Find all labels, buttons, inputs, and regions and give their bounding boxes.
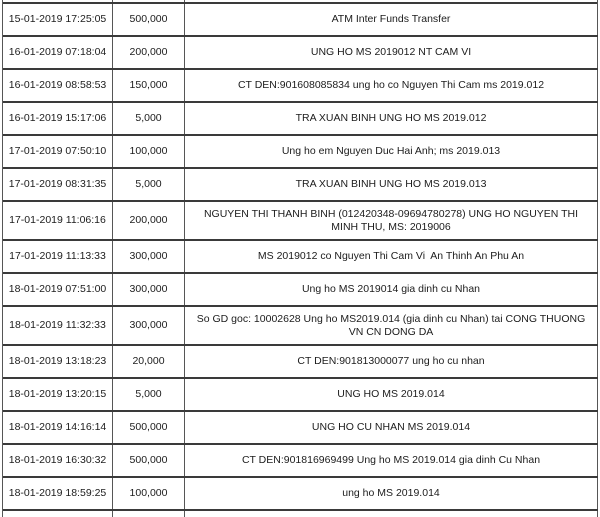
transaction-amount-cell: 5,000: [113, 379, 185, 410]
partial-datetime-cell: [3, 511, 113, 517]
transaction-description-cell: TRA XUAN BINH UNG HO MS 2019.012: [185, 103, 598, 134]
transaction-description-cell: So GD goc: 10002628 Ung ho MS2019.014 (gia dinh cu Nhan) tai CONG THUONG VN CN DONG DA: [185, 307, 598, 344]
transaction-datetime-cell: 15-01-2019 17:25:05: [3, 4, 113, 35]
transaction-description-cell: Ung ho MS 2019014 gia dinh cu Nhan: [185, 274, 598, 305]
transaction-datetime-cell: 18-01-2019 18:59:25: [3, 478, 113, 509]
transaction-datetime-cell: 16-01-2019 07:18:04: [3, 37, 113, 68]
transaction-row: [3, 37, 598, 70]
transaction-datetime-cell: 18-01-2019 13:20:15: [3, 379, 113, 410]
transaction-amount-cell: 300,000: [113, 307, 185, 344]
transaction-description-cell: TRA XUAN BINH UNG HO MS 2019.013: [185, 169, 598, 200]
transaction-datetime-cell: 17-01-2019 08:31:35: [3, 169, 113, 200]
transaction-amount-cell: 500,000: [113, 445, 185, 476]
transaction-row: [3, 103, 598, 136]
transaction-row: [3, 202, 598, 241]
transaction-row: [3, 379, 598, 412]
transaction-amount-cell: 100,000: [113, 478, 185, 509]
transaction-amount-cell: 300,000: [113, 274, 185, 305]
transaction-row: [3, 70, 598, 103]
partial-amount-cell: [113, 0, 185, 2]
partial-amount-cell: [113, 511, 185, 517]
transaction-datetime-cell: 18-01-2019 13:18:23: [3, 346, 113, 377]
transaction-row: [3, 136, 598, 169]
transaction-row: [3, 241, 598, 274]
transaction-row: [3, 274, 598, 307]
transaction-datetime-cell: 18-01-2019 07:51:00: [3, 274, 113, 305]
transactions-table: [2, 0, 598, 517]
partial-description-cell: [185, 511, 598, 517]
partial-datetime-cell: [3, 0, 113, 2]
transaction-datetime-cell: 18-01-2019 16:30:32: [3, 445, 113, 476]
transaction-description-cell: ung ho MS 2019.014: [185, 478, 598, 509]
transaction-row: [3, 478, 598, 511]
transaction-row: [3, 346, 598, 379]
transaction-amount-cell: 5,000: [113, 169, 185, 200]
transaction-amount-cell: 500,000: [113, 4, 185, 35]
transaction-amount-cell: 200,000: [113, 202, 185, 239]
transaction-description-cell: UNG HO MS 2019.014: [185, 379, 598, 410]
transaction-amount-cell: 150,000: [113, 70, 185, 101]
transaction-amount-cell: 300,000: [113, 241, 185, 272]
transaction-description-cell: ATM Inter Funds Transfer: [185, 4, 598, 35]
transaction-row: [3, 307, 598, 346]
transaction-amount-cell: 500,000: [113, 412, 185, 443]
transaction-description-cell: Ung ho em Nguyen Duc Hai Anh; ms 2019.013: [185, 136, 598, 167]
transaction-row: [3, 4, 598, 37]
transaction-amount-cell: 20,000: [113, 346, 185, 377]
transaction-row: [3, 412, 598, 445]
transaction-datetime-cell: 18-01-2019 14:16:14: [3, 412, 113, 443]
transaction-datetime-cell: 17-01-2019 11:13:33: [3, 241, 113, 272]
transaction-row: [3, 445, 598, 478]
transaction-description-cell: CT DEN:901813000077 ung ho cu nhan: [185, 346, 598, 377]
transaction-datetime-cell: 16-01-2019 15:17:06: [3, 103, 113, 134]
transaction-datetime-cell: 17-01-2019 07:50:10: [3, 136, 113, 167]
transaction-row: [3, 169, 598, 202]
partial-row-bottom: [3, 511, 598, 517]
transaction-description-cell: NGUYEN THI THANH BINH (012420348-09694780278) UNG HO NGUYEN THI MINH THU, MS: 2019006: [185, 202, 598, 239]
transaction-description-cell: CT DEN:901608085834 ung ho co Nguyen Thi Cam ms 2019.012: [185, 70, 598, 101]
transaction-amount-cell: 100,000: [113, 136, 185, 167]
transaction-amount-cell: 200,000: [113, 37, 185, 68]
transaction-datetime-cell: 18-01-2019 11:32:33: [3, 307, 113, 344]
transaction-datetime-cell: 17-01-2019 11:06:16: [3, 202, 113, 239]
transaction-datetime-cell: 16-01-2019 08:58:53: [3, 70, 113, 101]
transaction-description-cell: UNG HO CU NHAN MS 2019.014: [185, 412, 598, 443]
transaction-description-cell: CT DEN:901816969499 Ung ho MS 2019.014 gia dinh Cu Nhan: [185, 445, 598, 476]
transaction-amount-cell: 5,000: [113, 103, 185, 134]
transaction-description-cell: UNG HO MS 2019012 NT CAM VI: [185, 37, 598, 68]
transaction-description-cell: MS 2019012 co Nguyen Thi Cam Vi An Thinh An Phu An: [185, 241, 598, 272]
